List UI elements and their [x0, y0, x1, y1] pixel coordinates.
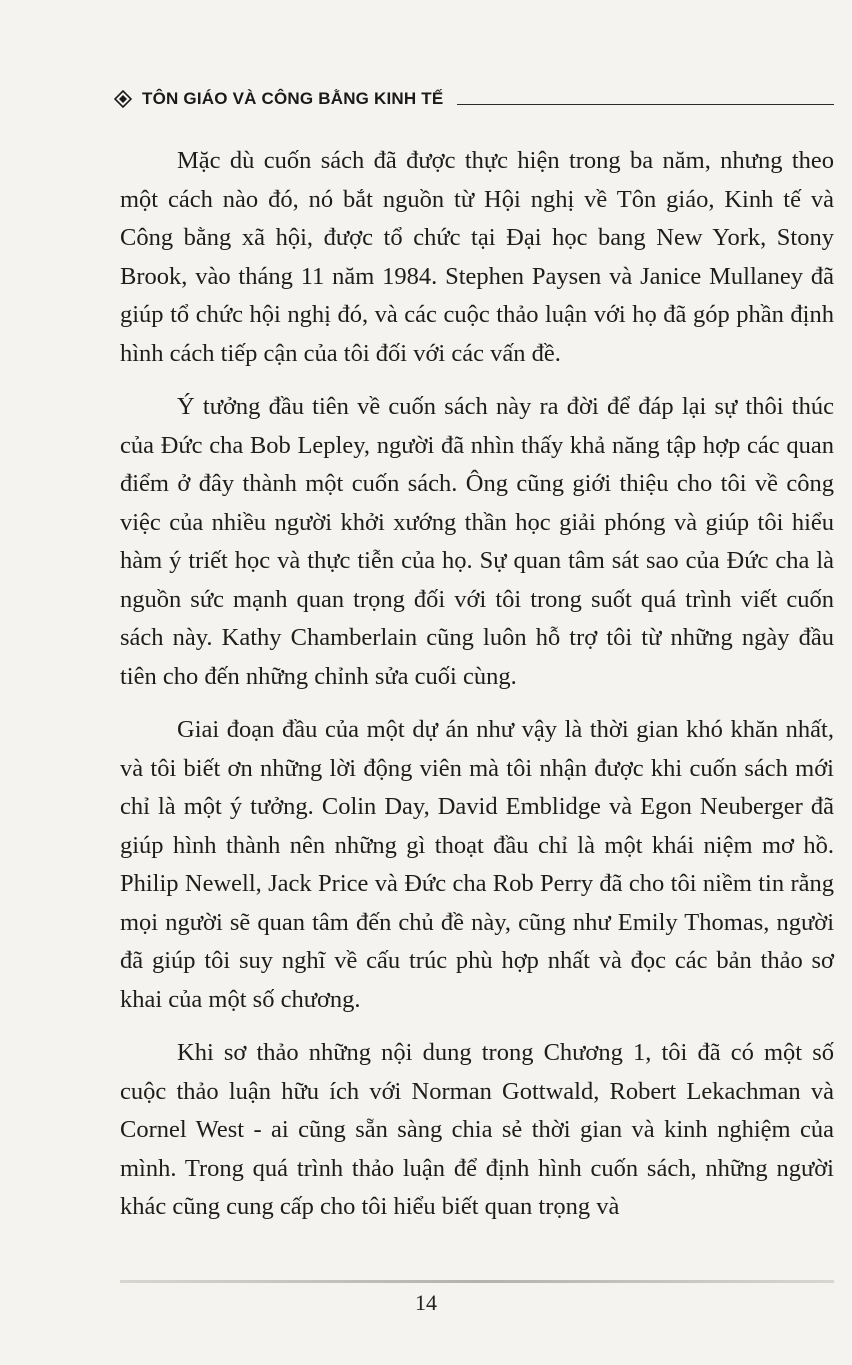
header-rule: [457, 104, 834, 105]
paragraph: Ý tưởng đầu tiên về cuốn sách này ra đời để đáp lại sự thôi thúc của Đức cha Bob Lepley, người đã nhìn thấy khả năng tập hợp các quan điểm ở đây thành một cuốn sách. Ông cũng giới thiệu cho tôi về công việc của nhiều người khởi xướng thần học giải phóng và giúp tôi hiểu hàm ý triết học và thực tiễn của họ. Sự quan tâm sát sao của Đức cha là nguồn sức mạnh quan trọng đối với tôi trong suốt quá trình viết cuốn sách này. Kathy Chamberlain cũng luôn hỗ trợ tôi từ những ngày đầu tiên cho đến những chỉnh sửa cuối cùng.: [120, 393, 834, 690]
diamond-ornament-icon: [114, 90, 132, 108]
body-text: [120, 142, 834, 1242]
page-number: 14: [415, 1290, 437, 1315]
paragraph: Khi sơ thảo những nội dung trong Chương 1, tôi đã có một số cuộc thảo luận hữu ích với Norman Gottwald, Robert Lekachman và Cornel West - ai cũng sẵn sàng chia sẻ thời gian và kinh nghiệm của mình. Trong quá trình thảo luận để định hình cuốn sách, những người khác cũng cung cấp cho tôi hiểu biết quan trọng và: [120, 1039, 834, 1220]
footer-rule: [120, 1280, 834, 1283]
running-header-title: TÔN GIÁO VÀ CÔNG BẰNG KINH TẾ: [142, 89, 444, 108]
paragraph: Giai đoạn đầu của một dự án như vậy là thời gian khó khăn nhất, và tôi biết ơn những lời động viên mà tôi nhận được khi cuốn sách mới chỉ là một ý tưởng. Colin Day, David Emblidge và Egon Neuberger đã giúp hình thành nên những gì thoạt đầu chỉ là một khái niệm mơ hồ. Philip Newell, Jack Price và Đức cha Rob Perry đã cho tôi niềm tin rằng mọi người sẽ quan tâm đến chủ đề này, cũng như Emily Thomas, người đã giúp tôi suy nghĩ về cấu trúc phù hợp nhất và đọc các bản thảo sơ khai của một số chương.: [120, 716, 834, 1013]
paragraph: Mặc dù cuốn sách đã được thực hiện trong ba năm, nhưng theo một cách nào đó, nó bắt nguồn từ Hội nghị về Tôn giáo, Kinh tế và Công bằng xã hội, được tổ chức tại Đại học bang New York, Stony Brook, vào tháng 11 năm 1984. Stephen Paysen và Janice Mullaney đã giúp tổ chức hội nghị đó, và các cuộc thảo luận với họ đã góp phần định hình cách tiếp cận của tôi đối với các vấn đề.: [120, 147, 834, 367]
running-header: [114, 84, 834, 114]
